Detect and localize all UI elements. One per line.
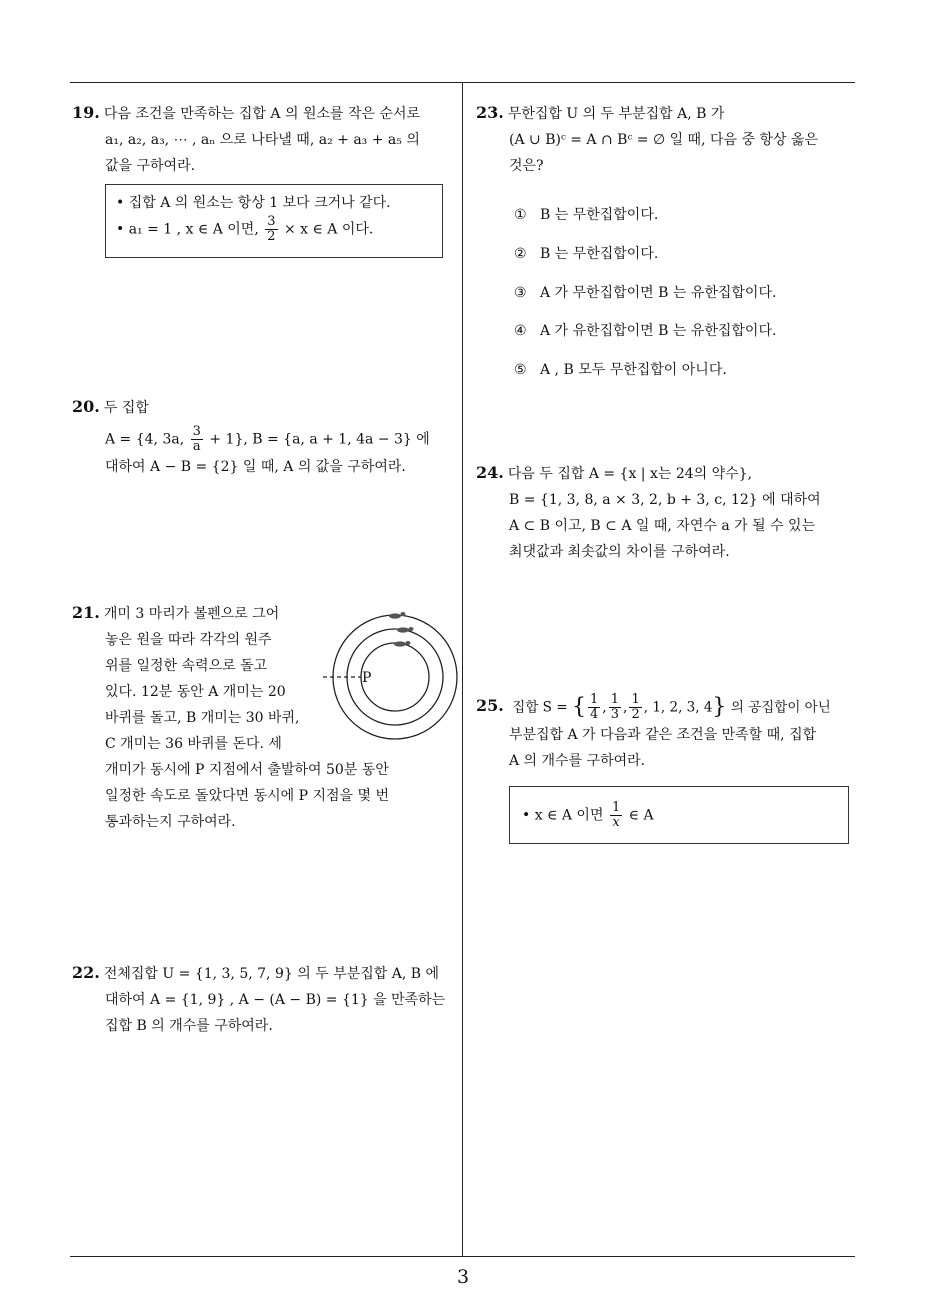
point-p-label: P: [362, 670, 372, 686]
choice-text: A 가 무한집합이면 B 는 유한집합이다.: [540, 285, 777, 301]
choice-text: A , B 모두 무한집합이 아니다.: [540, 362, 727, 378]
fraction: [265, 215, 277, 244]
ant-icon: [389, 612, 406, 619]
problem-text: 개미 3 마리가 볼펜으로 그어: [103, 606, 280, 622]
choice-mark: ②: [514, 246, 527, 262]
choice-3: [514, 281, 776, 305]
problem-text: 대하여 A − B = {2} 일 때, A 의 값을 구하여라.: [105, 459, 406, 475]
problem-text: 대하여 A = {1, 9} , A − (A − B) = {1} 을 만족하는: [105, 992, 446, 1008]
condition-box: [105, 184, 443, 258]
choice-mark: ④: [514, 323, 527, 339]
fraction: [610, 801, 622, 830]
left-brace: {: [571, 694, 586, 720]
numerator: 1: [610, 692, 619, 707]
condition-line: • 집합 A 의 원소는 항상 1 보다 크거나 같다.: [116, 195, 391, 211]
problem-number: 20.: [72, 397, 100, 416]
right-brace: }: [712, 694, 727, 720]
choice-mark: ①: [514, 207, 527, 223]
fraction: [609, 693, 621, 722]
denominator: 4: [589, 707, 599, 722]
choice-mark: ③: [514, 285, 527, 301]
bottom-rule: [70, 1256, 855, 1257]
problem-text: A ⊂ B 이고, B ⊂ A 일 때, 자연수 a 가 될 수 있는: [509, 518, 816, 534]
problem-number: 21.: [72, 603, 100, 622]
problem-text: [72, 425, 457, 454]
problem-text: (A ∪ B)ᶜ = A ∩ Bᶜ = ∅ 일 때, 다음 중 항상 옳은: [509, 132, 818, 148]
problem-25: 25. 집합 S = { $\frac{1}{4}$ , $\frac{1}{3}$ , $\frac{1}{2}$ , 1, 2, 3, 4} 의 공집합이 아닌 부분집합 A 가 다음과 같은 조건을 만족할 때, 집합 A 의 개수를 구하여라.: [476, 693, 854, 774]
problem-number: 22.: [72, 963, 100, 982]
problem-text: 위를 일정한 속력으로 돌고: [105, 658, 268, 674]
problem-23: [476, 100, 851, 179]
fraction: [629, 693, 641, 722]
problem-text: 부분집합 A 가 다음과 같은 조건을 만족할 때, 집합: [509, 727, 817, 743]
page-number: 3: [456, 1266, 470, 1288]
problem-text: 최댓값과 최솟값의 차이를 구하여라.: [509, 544, 730, 560]
problem-text: 있다. 12분 동안 A 개미는 20: [105, 684, 286, 700]
problem-text: 집합 S =: [512, 699, 568, 716]
problem-text: a₁, a₂, a₃, ⋯ , aₙ 으로 나타낼 때, a₂ + a₃ + a₅ 의: [105, 132, 420, 148]
condition-text: • a₁ = 1 , x ∈ A 이면,: [116, 221, 259, 238]
problem-text: 무한집합 U 의 두 부분집합 A, B 가: [507, 106, 725, 122]
problem-text: 값을 구하여라.: [105, 158, 196, 174]
problem-text: 바퀴를 돌고, B 개미는 30 바퀴,: [105, 710, 300, 726]
problem-number: 19.: [72, 103, 100, 122]
condition-text: • x ∈ A 이면: [522, 807, 604, 824]
problem-text: 다음 조건을 만족하는 집합 A 의 원소를 작은 순서로: [103, 106, 421, 122]
denominator: 2: [267, 229, 276, 244]
problem-number: 24.: [476, 463, 504, 482]
problem-text: B = {1, 3, 8, a × 3, 2, b + 3, c, 12} 에 대하여: [509, 492, 821, 508]
choice-1: [514, 203, 658, 227]
fraction: [588, 693, 600, 722]
numerator: 3: [192, 424, 201, 439]
problem-19: [72, 100, 457, 179]
problem-text: 놓은 원을 따라 각각의 원주: [105, 632, 272, 648]
problem-text: 의 공집합이 아닌: [730, 699, 831, 716]
set-text: + 1}, B = {a, a + 1, 4a − 3} 에: [209, 431, 430, 448]
problem-text: 개미가 동시에 P 지점에서 출발하여 50분 동안: [105, 762, 389, 778]
choice-text: A 가 유한집합이면 B 는 유한집합이다.: [540, 323, 777, 339]
problem-text: 두 집합: [103, 400, 149, 416]
condition-box: [509, 786, 849, 844]
problem-number: 23.: [476, 103, 504, 122]
problem-text: C 개미는 36 바퀴를 돈다. 세: [105, 736, 282, 752]
problem-text: 다음 두 집합 A = {x | x는 24의 약수},: [507, 466, 753, 482]
numerator: 1: [631, 692, 640, 707]
fraction: [191, 425, 203, 454]
problem-number: 25.: [476, 696, 504, 715]
problem-20: [72, 394, 457, 480]
problem-text: 일정한 속도로 돌았다면 동시에 P 지점을 몇 번: [105, 788, 390, 804]
condition-text: ∈ A: [628, 807, 654, 824]
problem-22: [72, 960, 457, 1039]
denominator: x: [612, 815, 620, 830]
denominator: 2: [631, 707, 640, 722]
condition-line: [522, 801, 848, 830]
condition-line: [116, 215, 442, 244]
numerator: 1: [611, 800, 621, 815]
condition-text: × x ∈ A 이다.: [283, 221, 374, 238]
problem-text: 전체집합 U = {1, 3, 5, 7, 9} 의 두 부분집합 A, B 에: [103, 966, 439, 982]
denominator: a: [192, 439, 201, 454]
problem-text: 통과하는지 구하여라.: [105, 814, 236, 830]
set-text: , 1, 2, 3, 4: [643, 699, 713, 716]
numerator: 1: [589, 692, 599, 707]
numerator: 3: [267, 214, 276, 229]
denominator: 3: [610, 707, 619, 722]
problem-text: 집합 B 의 개수를 구하여라.: [105, 1018, 273, 1034]
choice-mark: ⑤: [514, 362, 527, 378]
problem-text: A 의 개수를 구하여라.: [509, 753, 646, 769]
set-text: A = {4, 3a,: [105, 431, 185, 448]
choice-text: B 는 무한집합이다.: [540, 246, 659, 262]
choice-text: B 는 무한집합이다.: [540, 207, 659, 223]
choice-4: [514, 319, 776, 343]
choice-5: [514, 358, 727, 382]
problem-24: [476, 460, 851, 565]
choice-2: [514, 242, 658, 266]
ant-circles-figure: [318, 605, 463, 750]
problem-text: 것은?: [509, 158, 544, 174]
